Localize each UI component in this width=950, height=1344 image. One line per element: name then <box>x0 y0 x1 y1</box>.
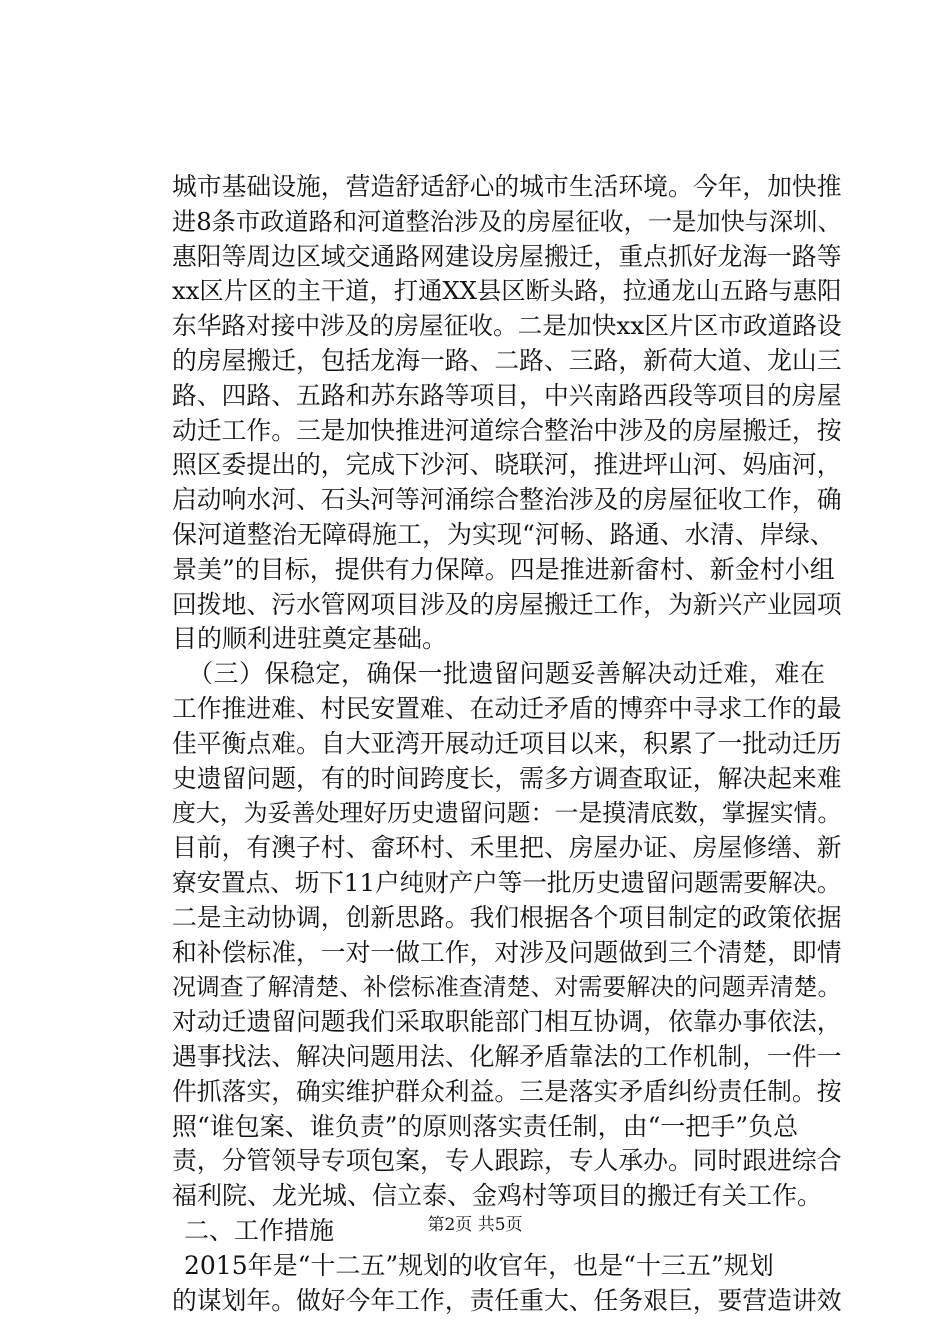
text-line: 度大，为妥善处理好历史遗留问题：一是摸清底数，掌握实情。 <box>172 799 842 828</box>
text-line: 福利院、龙光城、信立泰、金鸡村等项目的搬迁有关工作。 <box>172 1181 823 1211</box>
text-line: 城市基础设施，营造舒适舒心的城市生活环境。今年，加快推 <box>172 172 842 201</box>
text-line: 遇事找法、解决问题用法、化解矛盾靠法的工作机制，一件一 <box>172 1041 842 1071</box>
text-line: 寮安置点、坜下11户纯财产户等一批历史遗留问题需要解决。 <box>172 867 842 897</box>
text-line: 照区委提出的，完成下沙河、晓联河，推进坪山河、妈庙河， <box>172 450 842 480</box>
page-number-footer: 第2页 共5页 <box>427 1215 523 1235</box>
text-line: 二是主动协调，创新思路。我们根据各个项目制定的政策依据 <box>172 902 842 932</box>
text-line: 的房屋搬迁，包括龙海一路、二路、三路，新荷大道、龙山三 <box>172 345 842 375</box>
text-line: 的谋划年。做好今年工作，责任重大、任务艰巨，要营造讲效 <box>172 1285 842 1315</box>
text-line: 目的顺利进驻奠定基础。 <box>172 624 448 654</box>
text-line: 保河道整治无障碍施工，为实现“河畅、路通、水清、岸绿、 <box>172 519 835 549</box>
text-line: 动迁工作。三是加快推进河道综合整治中涉及的房屋搬迁，按 <box>172 415 842 445</box>
text-line: 况调查了解清楚、补偿标准查清楚、对需要解决的问题弄清楚。 <box>172 973 842 1002</box>
text-line: 佳平衡点难。自大亚湾开展动迁项目以来，积累了一批动迁历 <box>172 728 842 758</box>
text-line: 和补偿标准，一对一做工作，对涉及问题做到三个清楚，即情 <box>172 937 842 967</box>
text-line: 东华路对接中涉及的房屋征收。二是加快xx区片区市政道路设 <box>172 311 842 341</box>
text-line: 景美”的目标，提供有力保障。四是推进新畲村、新金村小组 <box>172 554 835 584</box>
text-line: 惠阳等周边区域交通路网建设房屋搬迁，重点抓好龙海一路等 <box>172 241 842 271</box>
text-line: 2015年是“十二五”规划的收官年，也是“十三五”规划 <box>184 1250 774 1280</box>
text-line: xx区片区的主干道，打通XX县区断头路，拉通龙山五路与惠阳 <box>172 276 842 306</box>
text-line: 史遗留问题，有的时间跨度长，需多方调查取证，解决起来难 <box>172 763 842 793</box>
document-body <box>172 170 842 1318</box>
text-line: 工作推进难、村民安置难、在动迁矛盾的博弈中寻求工作的最 <box>172 693 842 723</box>
text-line: 进8条市政道路和河道整治涉及的房屋征收，一是加快与深圳、 <box>172 206 842 236</box>
text-line: 件抓落实，确实维护群众利益。三是落实矛盾纠纷责任制。按 <box>172 1076 842 1106</box>
text-line: 责，分管领导专项包案，专人跟踪，专人承办。同时跟进综合 <box>172 1146 842 1176</box>
text-line: 二、工作措施 <box>184 1215 335 1245</box>
text-line: 对动迁遗留问题我们采取职能部门相互协调，依靠办事依法， <box>172 1007 842 1037</box>
text-line: 照“谁包案、谁负责”的原则落实责任制，由“一把手”负总 <box>172 1111 799 1141</box>
text-line: 路、四路、五路和苏东路等项目，中兴南路西段等项目的房屋 <box>172 380 842 410</box>
text-line: 回拨地、污水管网项目涉及的房屋搬迁工作，为新兴产业园项 <box>172 589 842 619</box>
text-line: （三）保稳定，确保一批遗留问题妥善解决动迁难，难在 <box>188 659 826 689</box>
text-line: 启动响水河、石头河等河涌综合整治涉及的房屋征收工作，确 <box>172 485 842 515</box>
text-line: 目前，有澳子村、畲环村、禾里把、房屋办证、房屋修缮、新 <box>172 833 842 863</box>
